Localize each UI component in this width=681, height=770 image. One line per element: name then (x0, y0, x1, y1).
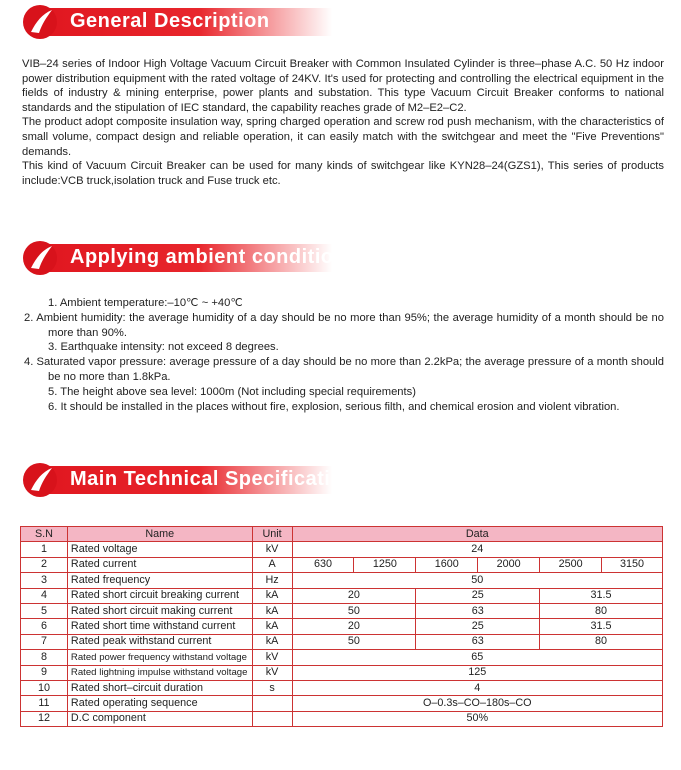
cell-name: Rated short–circuit duration (67, 680, 252, 695)
cell-unit: kA (252, 634, 292, 649)
cell-sn: 8 (21, 650, 68, 665)
cell-sn: 11 (21, 696, 68, 711)
cell-sn: 1 (21, 542, 68, 557)
cell-unit: s (252, 680, 292, 695)
paragraph: This kind of Vacuum Circuit Breaker can be used for many kinds of switchgear like KYN28–24(GZS1), This series of products include:VCB truck,isolation truck and Fuse truck etc. (22, 160, 664, 187)
cell-data: 25 (416, 588, 540, 603)
list-item: 4. Saturated vapor pressure: average pressure of a day should be no more than 2.2kPa; the average pressure of a month should be no more than 1.8kPa. (24, 356, 664, 383)
cell-name: Rated peak withstand current (67, 634, 252, 649)
cell-data: 20 (292, 588, 416, 603)
ambient-conditions-list (24, 296, 664, 414)
table-row (21, 619, 663, 634)
cell-data: 125 (292, 665, 662, 680)
cell-sn: 6 (21, 619, 68, 634)
section-title: Applying ambient conditions (70, 246, 358, 268)
cell-name: Rated current (67, 557, 252, 572)
cell-data: 80 (540, 603, 663, 618)
cell-sn: 4 (21, 588, 68, 603)
cell-data: 31.5 (540, 619, 663, 634)
table-row (21, 634, 663, 649)
cell-unit (252, 711, 292, 726)
cell-data: 630 (292, 557, 354, 572)
cell-data: 3150 (602, 557, 663, 572)
cell-data: 80 (540, 634, 663, 649)
section-header-ambient (22, 240, 358, 276)
cell-sn: 10 (21, 680, 68, 695)
red-swoosh-icon (22, 4, 58, 40)
section-title: Main Technical Specification (70, 468, 356, 490)
table-row (21, 557, 663, 572)
cell-name: Rated short circuit making current (67, 603, 252, 618)
cell-data: 2000 (478, 557, 540, 572)
cell-data: 50% (292, 711, 662, 726)
cell-unit: kV (252, 650, 292, 665)
header-name: Name (67, 527, 252, 542)
cell-data: 63 (416, 603, 540, 618)
cell-data: 25 (416, 619, 540, 634)
cell-name: Rated lightning impulse withstand voltage (67, 665, 252, 680)
cell-unit: kV (252, 665, 292, 680)
table-row (21, 711, 663, 726)
cell-data: 24 (292, 542, 662, 557)
table-row (21, 542, 663, 557)
list-item: 2. Ambient humidity: the average humidity of a day should be no more than 95%; the average humidity of a month should be no more than 90%. (24, 311, 664, 339)
cell-data: 50 (292, 603, 416, 618)
header-sn: S.N (21, 527, 68, 542)
cell-name: Rated frequency (67, 573, 252, 588)
cell-name: Rated power frequency withstand voltage (67, 650, 252, 665)
cell-sn: 9 (21, 665, 68, 680)
table-row (21, 650, 663, 665)
table-row (21, 603, 663, 618)
table-row (21, 573, 663, 588)
cell-name: Rated voltage (67, 542, 252, 557)
cell-data: 1600 (416, 557, 478, 572)
paragraph: VIB–24 series of Indoor High Voltage Vacuum Circuit Breaker with Common Insulated Cylinder is three–phase A.C. 50 Hz indoor power distribution equipment with the rated voltage of 24KV. It's used for protecting and controlling the electrical equipment in the fields of industry & mining enterprise, power plants and substation. This type Vacuum Circuit Breaker conforms to national standards and the stipulation of IEC standard, the capability reaches grade of M2–E2–C2. (22, 58, 664, 114)
cell-name: Rated operating sequence (67, 696, 252, 711)
table-row (21, 588, 663, 603)
cell-data: 20 (292, 619, 416, 634)
cell-unit (252, 696, 292, 711)
cell-unit: kV (252, 542, 292, 557)
paragraph: The product adopt composite insulation way, spring charged operation and screw rod push mechanism, with the characteristics of small volume, compact design and reliable operation, it can easily match with the switchgear and meet the "Five Preventions" demands. (22, 116, 664, 158)
cell-data: 65 (292, 650, 662, 665)
cell-data: 4 (292, 680, 662, 695)
cell-unit: kA (252, 588, 292, 603)
cell-sn: 2 (21, 557, 68, 572)
cell-data: 2500 (540, 557, 602, 572)
cell-unit: kA (252, 603, 292, 618)
cell-sn: 5 (21, 603, 68, 618)
cell-sn: 12 (21, 711, 68, 726)
cell-name: D.C component (67, 711, 252, 726)
header-unit: Unit (252, 527, 292, 542)
cell-data: 50 (292, 573, 662, 588)
table-header-row (21, 527, 663, 542)
cell-data: 31.5 (540, 588, 663, 603)
list-item: 1. Ambient temperature:–10℃ ~ +40℃ (48, 297, 243, 309)
header-data: Data (292, 527, 662, 542)
red-swoosh-icon (22, 462, 58, 498)
cell-data: O–0.3s–CO–180s–CO (292, 696, 662, 711)
cell-name: Rated short time withstand current (67, 619, 252, 634)
list-item: 3. Earthquake intensity: not exceed 8 degrees. (48, 341, 279, 354)
cell-data: 63 (416, 634, 540, 649)
red-swoosh-icon (22, 240, 58, 276)
cell-sn: 3 (21, 573, 68, 588)
general-description-text (22, 57, 664, 188)
cell-unit: kA (252, 619, 292, 634)
table-row (21, 680, 663, 695)
section-header-spec (22, 462, 356, 498)
section-title: General Description (70, 10, 270, 32)
list-item: 6. It should be installed in the places without fire, explosion, serious filth, and chemical erosion and violent vibration. (48, 400, 620, 413)
cell-name: Rated short circuit breaking current (67, 588, 252, 603)
table-row (21, 665, 663, 680)
cell-data: 50 (292, 634, 416, 649)
spec-table (20, 526, 663, 727)
cell-sn: 7 (21, 634, 68, 649)
cell-unit: A (252, 557, 292, 572)
table-row (21, 696, 663, 711)
cell-unit: Hz (252, 573, 292, 588)
list-item: 5. The height above sea level: 1000m (Not including special requirements) (48, 385, 416, 398)
cell-data: 1250 (354, 557, 416, 572)
section-header-general (22, 4, 332, 40)
